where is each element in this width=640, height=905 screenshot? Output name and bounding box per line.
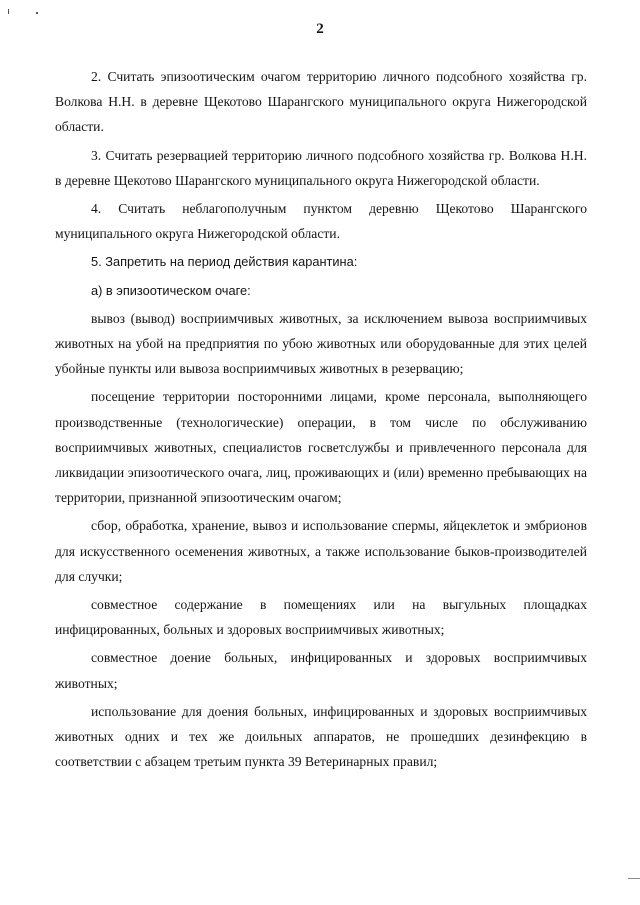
- paragraph-joint-keeping-ban: совместное содержание в помещениях или на выгульных площадках инфицированных, больных и здоровых восприимчивых животных;: [55, 597, 587, 638]
- paragraph-item-4: 4. Считать неблагополучным пунктом деревню Щекотово Шарангского муниципального округа Нижегородской области.: [55, 201, 587, 242]
- paragraph-visit-ban: посещение территории посторонними лицами, кроме персонала, выполняющего производственные (технологические) операции, в том числе по обслуживанию восприимчивых животных, специалистов госветслужбы и привлеченного персонала для ликвидации эпизоотического очага, лиц, проживающих и (или) временно пребывающих на территории, признанной эпизоотическим очагом;: [55, 389, 587, 506]
- scan-edge-line: [628, 878, 640, 879]
- document-body: [55, 64, 587, 777]
- paragraph-milking-equipment-ban: использование для доения больных, инфицированных и здоровых восприимчивых животных одних и тех же доильных аппаратов, не прошедших дезинфекцию в соответствии с абзацем третьим пункта 39 Ветеринарных правил;: [55, 703, 587, 770]
- scan-mark: [36, 12, 38, 14]
- paragraph-item-5: 5. Запретить на период действия карантина:: [91, 254, 358, 270]
- paragraph-item-3: 3. Считать резервацией территорию личного подсобного хозяйства гр. Волкова Н.Н. в деревне Щекотово Шарангского муниципального округа Нижегородской области.: [55, 147, 587, 188]
- scan-mark: [8, 9, 9, 14]
- paragraph-item-5a: а) в эпизоотическом очаге:: [91, 282, 251, 298]
- page-number: 2: [316, 21, 324, 37]
- paragraph-export-ban: вывоз (вывод) восприимчивых животных, за исключением вывоза восприимчивых животных на убой на предприятия по убою животных или оборудованные для этих целей убойные пункты или вывоза восприимчивых животных в резервацию;: [55, 310, 587, 377]
- paragraph-sperm-ban: сбор, обработка, хранение, вывоз и использование спермы, яйцеклеток и эмбрионов для искусственного осеменения животных, а также использование быков-производителей для случки;: [55, 518, 587, 584]
- paragraph-joint-milking-ban: совместное доение больных, инфицированных и здоровых восприимчивых животных;: [55, 650, 587, 691]
- paragraph-item-2: 2. Считать эпизоотическим очагом территорию личного подсобного хозяйства гр. Волкова Н.Н. в деревне Щекотово Шарангского муниципального округа Нижегородской области.: [55, 69, 587, 135]
